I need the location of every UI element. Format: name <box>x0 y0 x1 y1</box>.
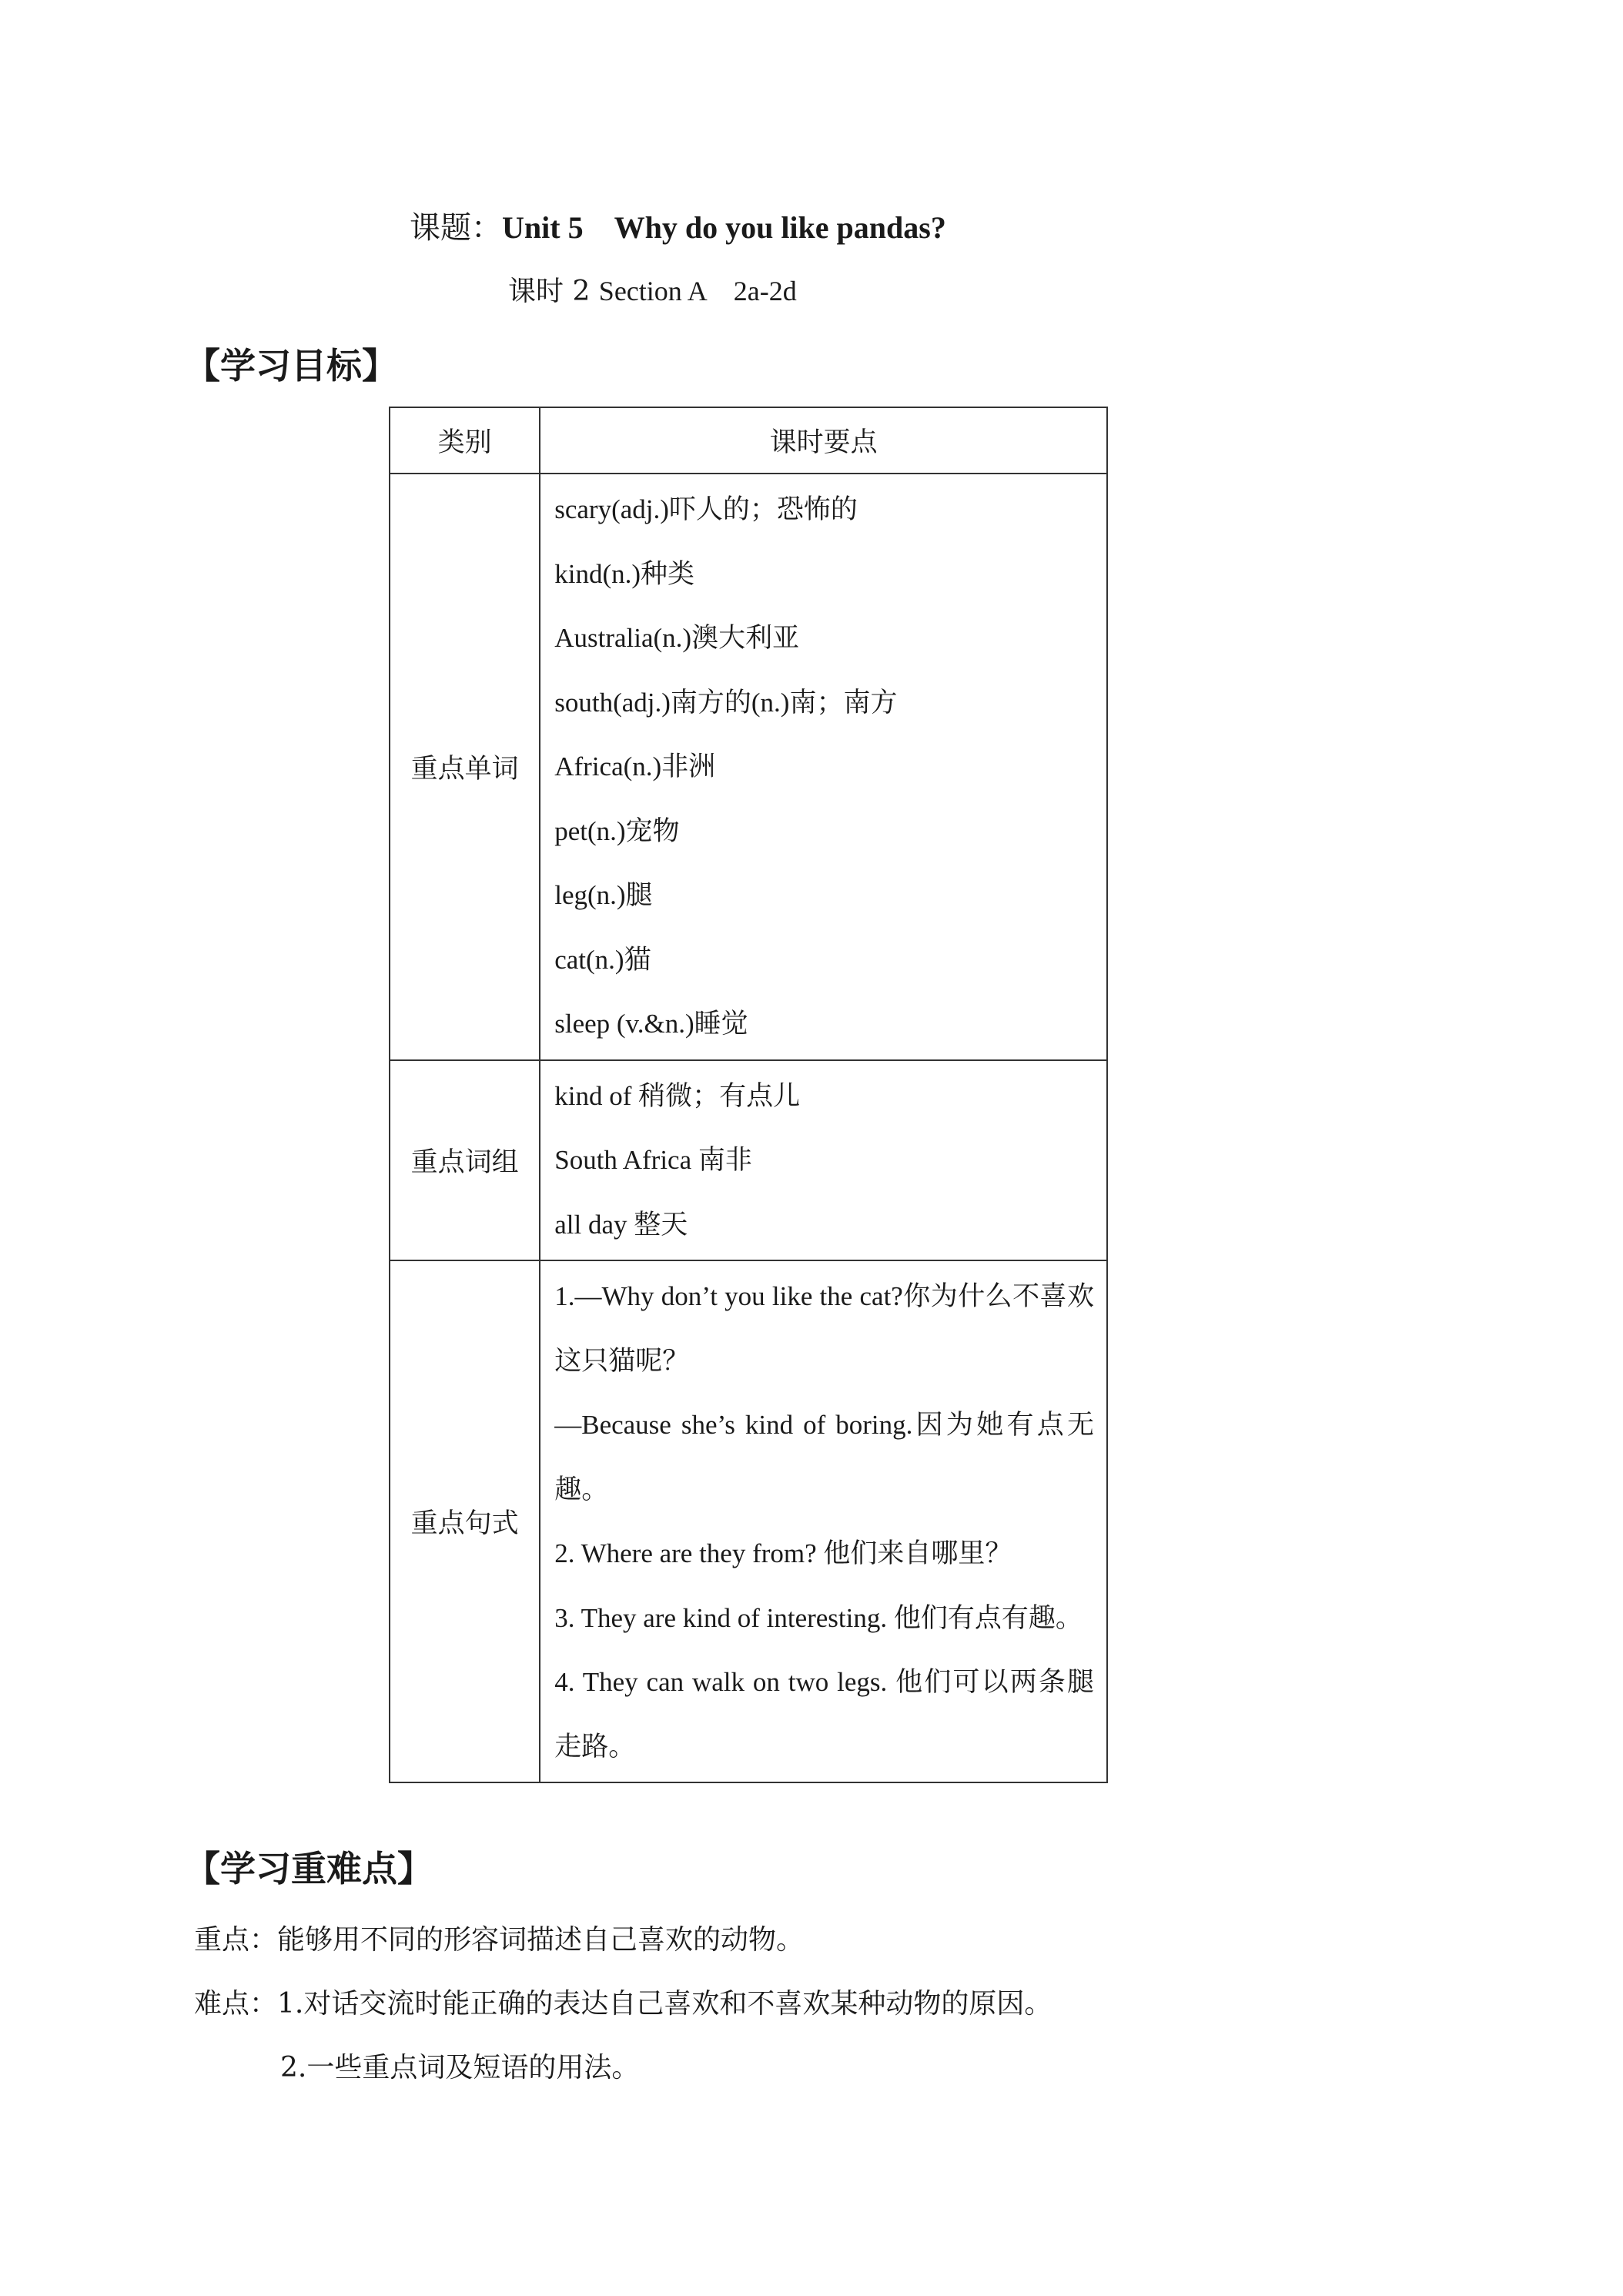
list-item: Africa(n.)非洲 <box>554 751 716 782</box>
points-cell <box>540 1260 1107 1782</box>
list-item: 4. They can walk on two legs. 他们可以两条腿走路。 <box>554 1667 1094 1762</box>
table-header-row <box>390 407 1107 474</box>
title-label: 课题： <box>410 210 502 246</box>
learning-goals-heading: 【学习目标】 <box>185 345 397 387</box>
list-item: all day 整天 <box>554 1209 688 1240</box>
list-item: kind(n.)种类 <box>554 558 695 589</box>
learning-goals-table <box>389 407 1108 1783</box>
category-cell: 重点句式 <box>390 1260 540 1782</box>
list-item: scary(adj.)吓人的；恐怖的 <box>554 494 858 524</box>
table-row-key-phrases <box>390 1060 1107 1261</box>
points-cell <box>540 474 1107 1060</box>
column-header-points: 课时要点 <box>540 407 1107 474</box>
list-item: sleep (v.&n.)睡觉 <box>554 1009 748 1039</box>
list-item: leg(n.)腿 <box>554 880 653 910</box>
list-item: cat(n.)猫 <box>554 944 651 975</box>
difficulty-text-2: 2.一些重点词及短语的用法。 <box>280 2052 640 2083</box>
list-item: 3. They are kind of interesting. 他们有点有趣。 <box>554 1602 1083 1633</box>
points-cell <box>540 1060 1107 1261</box>
category-cell: 重点词组 <box>390 1060 540 1261</box>
key-point-text: 重点：能够用不同的形容词描述自己喜欢的动物。 <box>194 1924 805 1956</box>
list-item: Australia(n.)澳大利亚 <box>554 623 800 653</box>
difficulty-text-1: 难点：1.对话交流时能正确的表达自己喜欢和不喜欢某种动物的原因。 <box>194 1988 1052 2020</box>
list-item: 1.—Why don’t you like the cat?你为什么不喜欢这只猫呢？ <box>554 1281 1094 1376</box>
subtitle-label: 课时 2 <box>508 276 599 307</box>
list-item: 2. Where are they from? 他们来自哪里？ <box>554 1538 1012 1568</box>
table-row-key-words <box>390 474 1107 1060</box>
title-question: Why do you like pandas? <box>614 210 946 245</box>
lesson-title <box>410 206 946 249</box>
list-item: South Africa 南非 <box>554 1145 752 1175</box>
key-difficult-heading: 【学习重难点】 <box>185 1848 433 1889</box>
column-header-category: 类别 <box>390 407 540 474</box>
title-unit: Unit 5 <box>502 210 584 245</box>
lesson-subtitle <box>508 271 797 312</box>
list-item: pet(n.)宠物 <box>554 815 680 846</box>
subtitle-section: Section A 2a-2d <box>598 276 797 306</box>
category-cell: 重点单词 <box>390 474 540 1060</box>
list-item: south(adj.)南方的(n.)南；南方 <box>554 687 898 718</box>
table-row-key-sentences <box>390 1260 1107 1782</box>
list-item: —Because she’s kind of boring.因为她有点无趣。 <box>554 1410 1094 1504</box>
list-item: kind of 稍微；有点儿 <box>554 1080 801 1111</box>
